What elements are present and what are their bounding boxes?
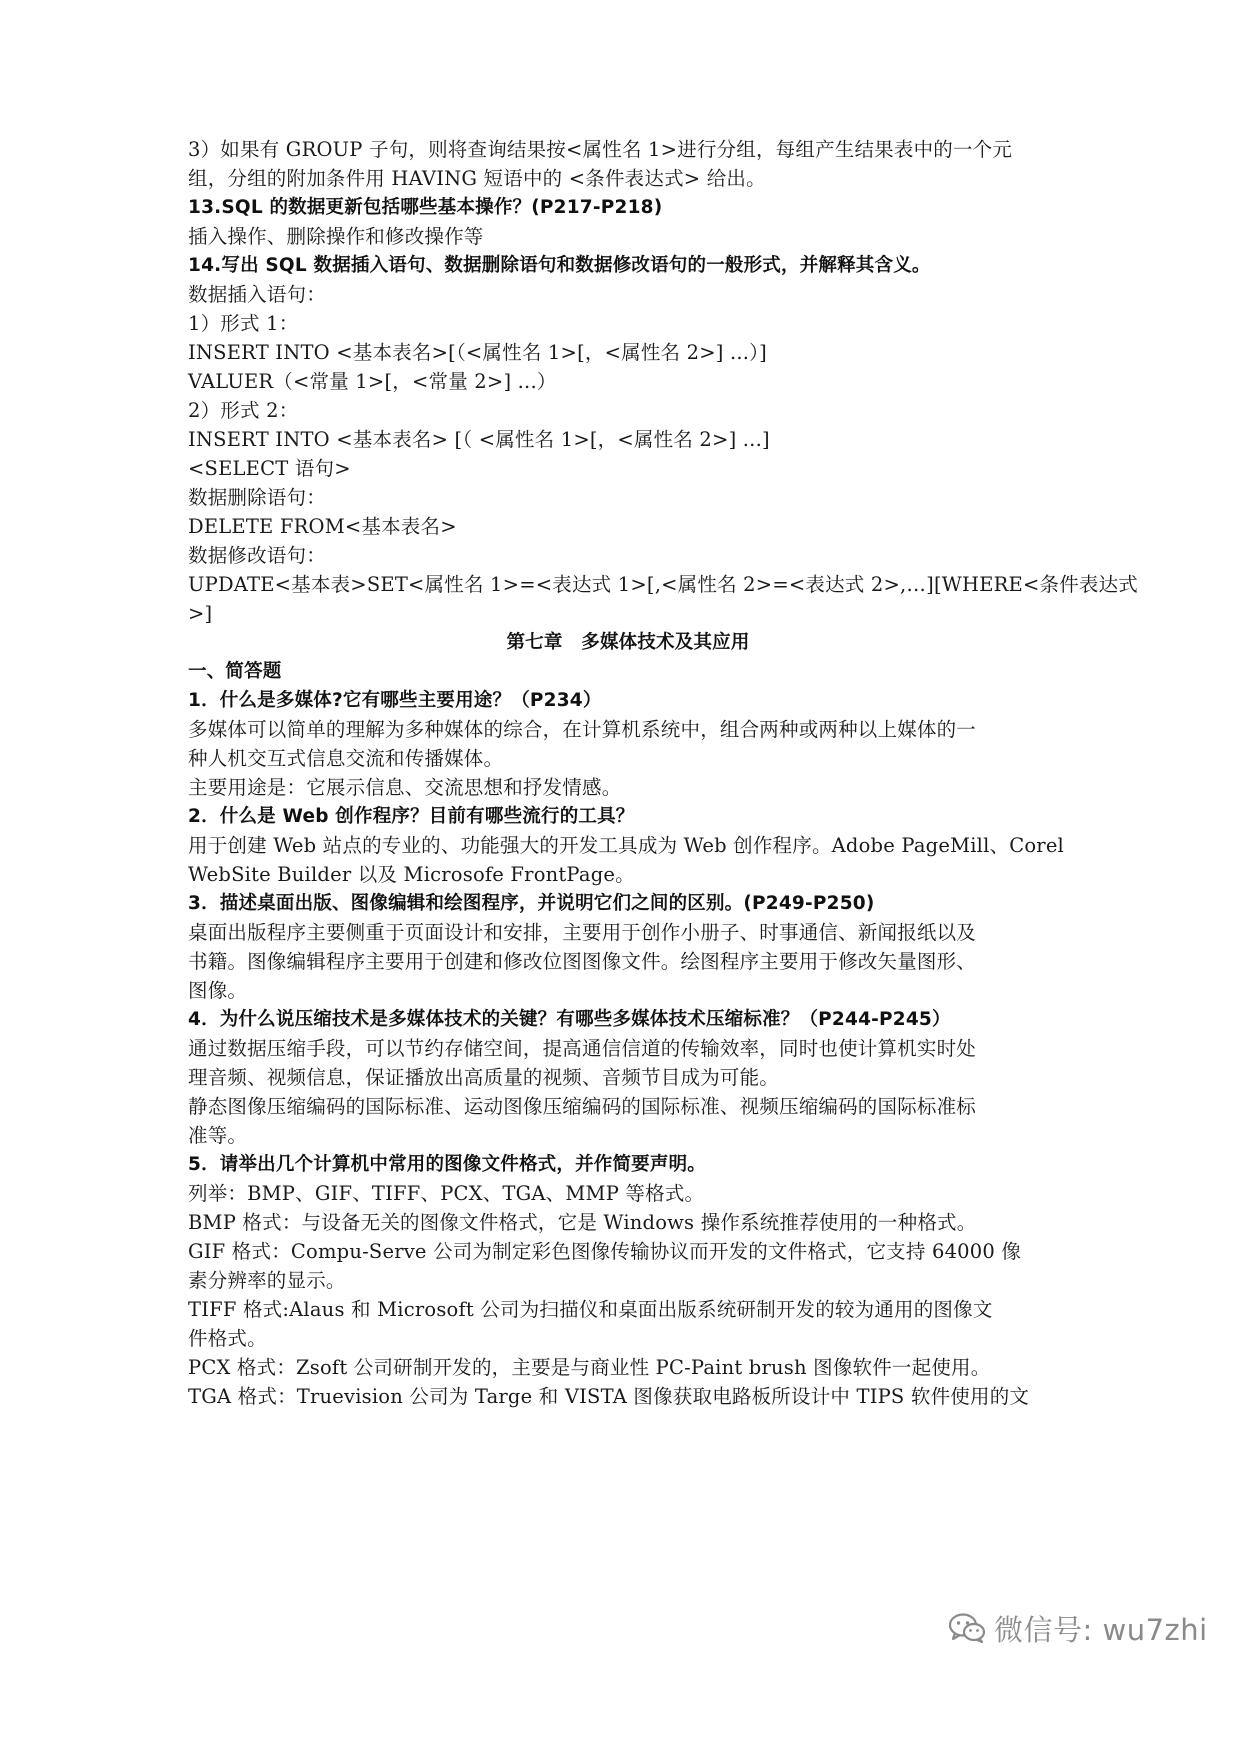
- question-heading: 5．请举出几个计算机中常用的图像文件格式，并作简要声明。: [188, 1154, 706, 1175]
- question-heading: 13.SQL 的数据更新包括哪些基本操作？(P217-P218): [188, 197, 663, 218]
- section-heading: 一、简答题: [188, 661, 282, 682]
- answer-text: 列举：BMP、GIF、TIFF、PCX、TGA、MMP 等格式。: [188, 1182, 705, 1205]
- question-heading: 1．什么是多媒体?它有哪些主要用途？（P234）: [188, 690, 602, 711]
- code-line: INSERT INTO <基本表名>[（<属性名 1>[，<属性名 2>] ...）]: [188, 341, 767, 364]
- text-line: 数据修改语句：: [188, 544, 326, 567]
- answer-text: 多媒体可以简单的理解为多种媒体的综合，在计算机系统中，组合两种或两种以上媒体的一: [188, 718, 977, 741]
- answer-text: 静态图像压缩编码的国际标准、运动图像压缩编码的国际标准、视频压缩编码的国际标准标: [188, 1095, 977, 1118]
- code-line: <SELECT 语句>: [188, 457, 351, 480]
- answer-text: TGA 格式：Truevision 公司为 Targe 和 VISTA 图像获取电路板所设计中 TIPS 软件使用的文: [188, 1385, 1030, 1408]
- answer-text: 件格式。: [188, 1327, 267, 1350]
- answer-text: 书籍。图像编辑程序主要用于创建和修改位图图像文件。绘图程序主要用于修改矢量图形、: [188, 950, 977, 973]
- answer-text: 素分辨率的显示。: [188, 1269, 346, 1292]
- code-line: INSERT INTO <基本表名> [（ <属性名 1>[，<属性名 2>] ...]: [188, 428, 770, 451]
- question-heading: 4．为什么说压缩技术是多媒体技术的关键？有哪些多媒体技术压缩标准？（P244-P245）: [188, 1009, 951, 1030]
- answer-text: GIF 格式：Compu-Serve 公司为制定彩色图像传输协议而开发的文件格式，它支持 64000 像: [188, 1240, 1022, 1263]
- answer-text: 插入操作、删除操作和修改操作等: [188, 225, 484, 248]
- answer-text: 理音频、视频信息，保证播放出高质量的视频、音频节目成为可能。: [188, 1066, 780, 1089]
- code-line: VALUER（<常量 1>[，<常量 2>] ...）: [188, 370, 557, 393]
- answer-text: WebSite Builder 以及 Microsofe FrontPage。: [188, 863, 635, 886]
- answer-text: 通过数据压缩手段，可以节约存储空间，提高通信信道的传输效率，同时也使计算机实时处: [188, 1037, 977, 1060]
- code-line: DELETE FROM<基本表名>: [188, 515, 457, 538]
- text-line: 3）如果有 GROUP 子句，则将查询结果按<属性名 1>进行分组，每组产生结果表中的一个元: [188, 138, 1013, 161]
- text-line: 2）形式 2：: [188, 399, 299, 422]
- answer-text: TIFF 格式:Alaus 和 Microsoft 公司为扫描仪和桌面出版系统研制开发的较为通用的图像文: [188, 1298, 993, 1321]
- code-line: UPDATE<基本表>SET<属性名 1>=<表达式 1>[,<属性名 2>=<表达式 2>,…][WHERE<条件表达式: [188, 573, 1138, 596]
- answer-text: 图像。: [188, 979, 248, 1002]
- chapter-title: 第七章 多媒体技术及其应用: [506, 632, 750, 653]
- text-line: 1）形式 1：: [188, 312, 299, 335]
- wechat-icon: [948, 1612, 986, 1644]
- answer-text: 桌面出版程序主要侧重于页面设计和安排，主要用于创作小册子、时事通信、新闻报纸以及: [188, 921, 977, 944]
- question-heading: 14.写出 SQL 数据插入语句、数据删除语句和数据修改语句的一般形式，并解释其含义。: [188, 255, 931, 276]
- answer-text: 用于创建 Web 站点的专业的、功能强大的开发工具成为 Web 创作程序。Adobe PageMill、Corel: [188, 834, 1064, 857]
- question-heading: 2．什么是 Web 创作程序？目前有哪些流行的工具？: [188, 806, 635, 827]
- watermark: [948, 1608, 1208, 1648]
- text-line: 组，分组的附加条件用 HAVING 短语中的 <条件表达式> 给出。: [188, 167, 766, 190]
- answer-text: 种人机交互式信息交流和传播媒体。: [188, 747, 504, 770]
- watermark-text: 微信号: wu7zhi: [994, 1612, 1208, 1647]
- answer-text: BMP 格式：与设备无关的图像文件格式，它是 Windows 操作系统推荐使用的一种格式。: [188, 1211, 977, 1234]
- question-heading: 3．描述桌面出版、图像编辑和绘图程序，并说明它们之间的区别。(P249-P250): [188, 893, 875, 914]
- answer-text: 主要用途是：它展示信息、交流思想和抒发情感。: [188, 776, 622, 799]
- answer-text: 准等。: [188, 1124, 248, 1147]
- text-line: 数据插入语句：: [188, 283, 326, 306]
- answer-text: PCX 格式：Zsoft 公司研制开发的，主要是与商业性 PC-Paint brush 图像软件一起使用。: [188, 1356, 991, 1379]
- code-line: >]: [188, 602, 213, 625]
- text-line: 数据删除语句：: [188, 486, 326, 509]
